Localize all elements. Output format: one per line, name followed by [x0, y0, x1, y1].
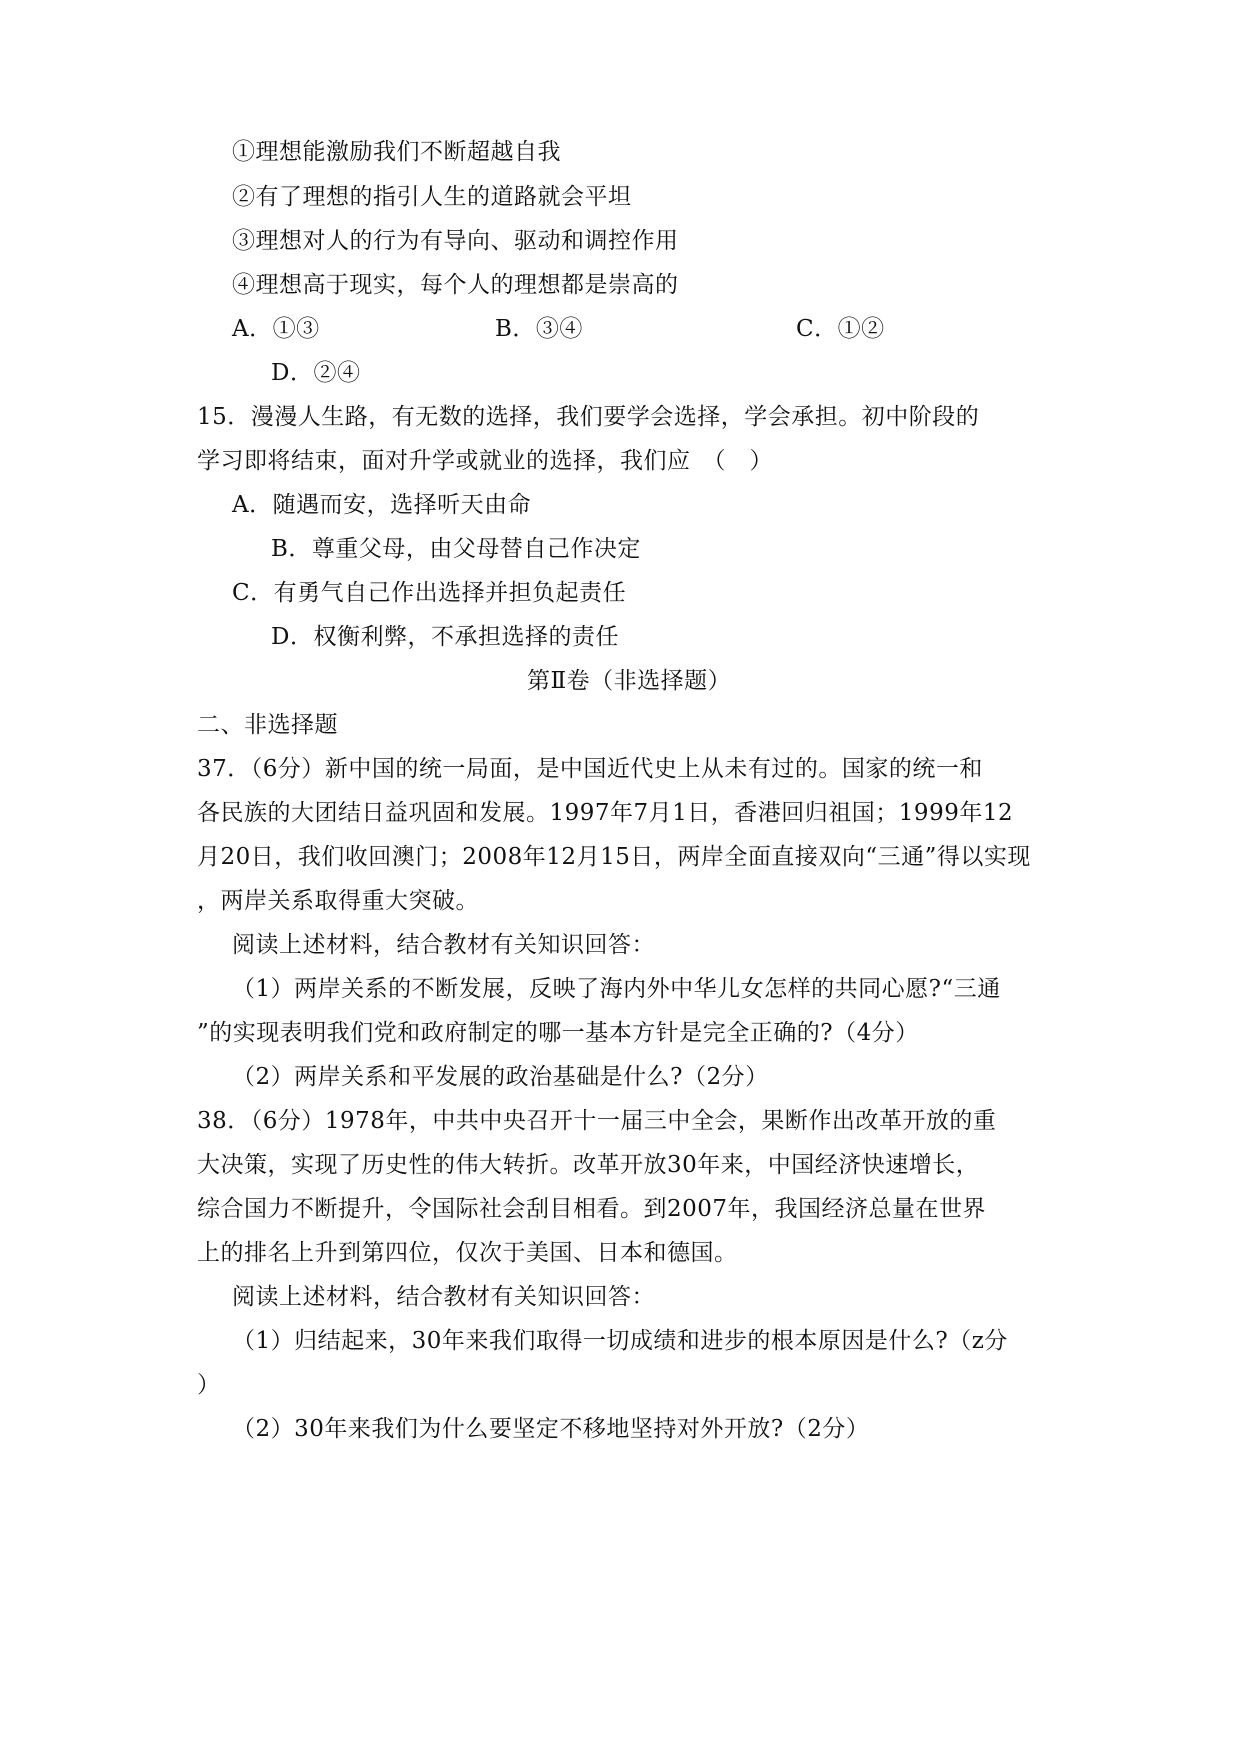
q37-sub1-line-1: （1）两岸关系的不断发展，反映了海内外中华儿女怎样的共同心愿?“三通	[232, 976, 1001, 1002]
q37-sub2: （2）两岸关系和平发展的政治基础是什么?（2分）	[232, 1064, 769, 1090]
q38-material-line-3: 综合国力不断提升，令国际社会刮目相看。到2007年，我国经济总量在世界	[197, 1196, 987, 1222]
q37-material-line-1: 37．（6分）新中国的统一局面，是中国近代史上从未有过的。国家的统一和	[197, 756, 983, 782]
volume-title: 第Ⅱ卷（非选择题）	[527, 668, 732, 694]
q14-option-d: D．②④	[271, 360, 361, 386]
q37-material-line-3: 月20日，我们收回澳门；2008年12月15日，两岸全面直接双向“三通”得以实现	[197, 844, 1031, 870]
q15-option-a: A．随遇而安，选择听天由命	[232, 492, 532, 518]
q15-option-b: B．尊重父母，由父母替自己作决定	[271, 536, 641, 562]
q15-stem-line-2: 学习即将结束，面对升学或就业的选择，我们应 （ ）	[197, 448, 773, 474]
q14-option-a: A．①③	[232, 316, 320, 342]
q14-statement-4: ④理想高于现实，每个人的理想都是崇高的	[232, 272, 679, 298]
q14-statement-2: ②有了理想的指引人生的道路就会平坦	[232, 184, 632, 210]
q14-statement-3: ③理想对人的行为有导向、驱动和调控作用	[232, 228, 679, 254]
q38-sub2: （2）30年来我们为什么要坚定不移地坚持对外开放?（2分）	[232, 1416, 870, 1442]
q14-statement-1: ①理想能激励我们不断超越自我	[232, 139, 561, 165]
q38-material-line-2: 大决策，实现了历史性的伟大转折。改革开放30年来，中国经济快速增长，	[197, 1152, 980, 1178]
q15-option-d: D．权衡利弊，不承担选择的责任	[271, 624, 619, 650]
q37-instruction: 阅读上述材料，结合教材有关知识回答：	[232, 932, 655, 958]
q37-sub1-line-2: ”的实现表明我们党和政府制定的哪一基本方针是完全正确的?（4分）	[197, 1020, 919, 1046]
section-heading: 二、非选择题	[197, 712, 338, 738]
q15-option-c: C．有勇气自己作出选择并担负起责任	[232, 580, 627, 606]
q38-sub1-line-1: （1）归结起来，30年来我们取得一切成绩和进步的根本原因是什么?（z分	[232, 1328, 1008, 1354]
q37-material-line-4: ，两岸关系取得重大突破。	[197, 888, 479, 914]
q14-option-b: B．③④	[495, 316, 583, 342]
q14-option-c: C．①②	[796, 316, 885, 342]
q38-material-line-1: 38．（6分）1978年，中共中央召开十一届三中全会，果断作出改革开放的重	[197, 1108, 997, 1134]
q38-sub1-line-2: ）	[197, 1372, 221, 1398]
q15-stem-line-1: 15．漫漫人生路，有无数的选择，我们要学会选择，学会承担。初中阶段的	[197, 404, 980, 430]
q38-instruction: 阅读上述材料，结合教材有关知识回答：	[232, 1284, 655, 1310]
q38-material-line-4: 上的排名上升到第四位，仅次于美国、日本和德国。	[197, 1240, 738, 1266]
q37-material-line-2: 各民族的大团结日益巩固和发展。1997年7月1日，香港回归祖国；1999年12	[197, 800, 1014, 826]
